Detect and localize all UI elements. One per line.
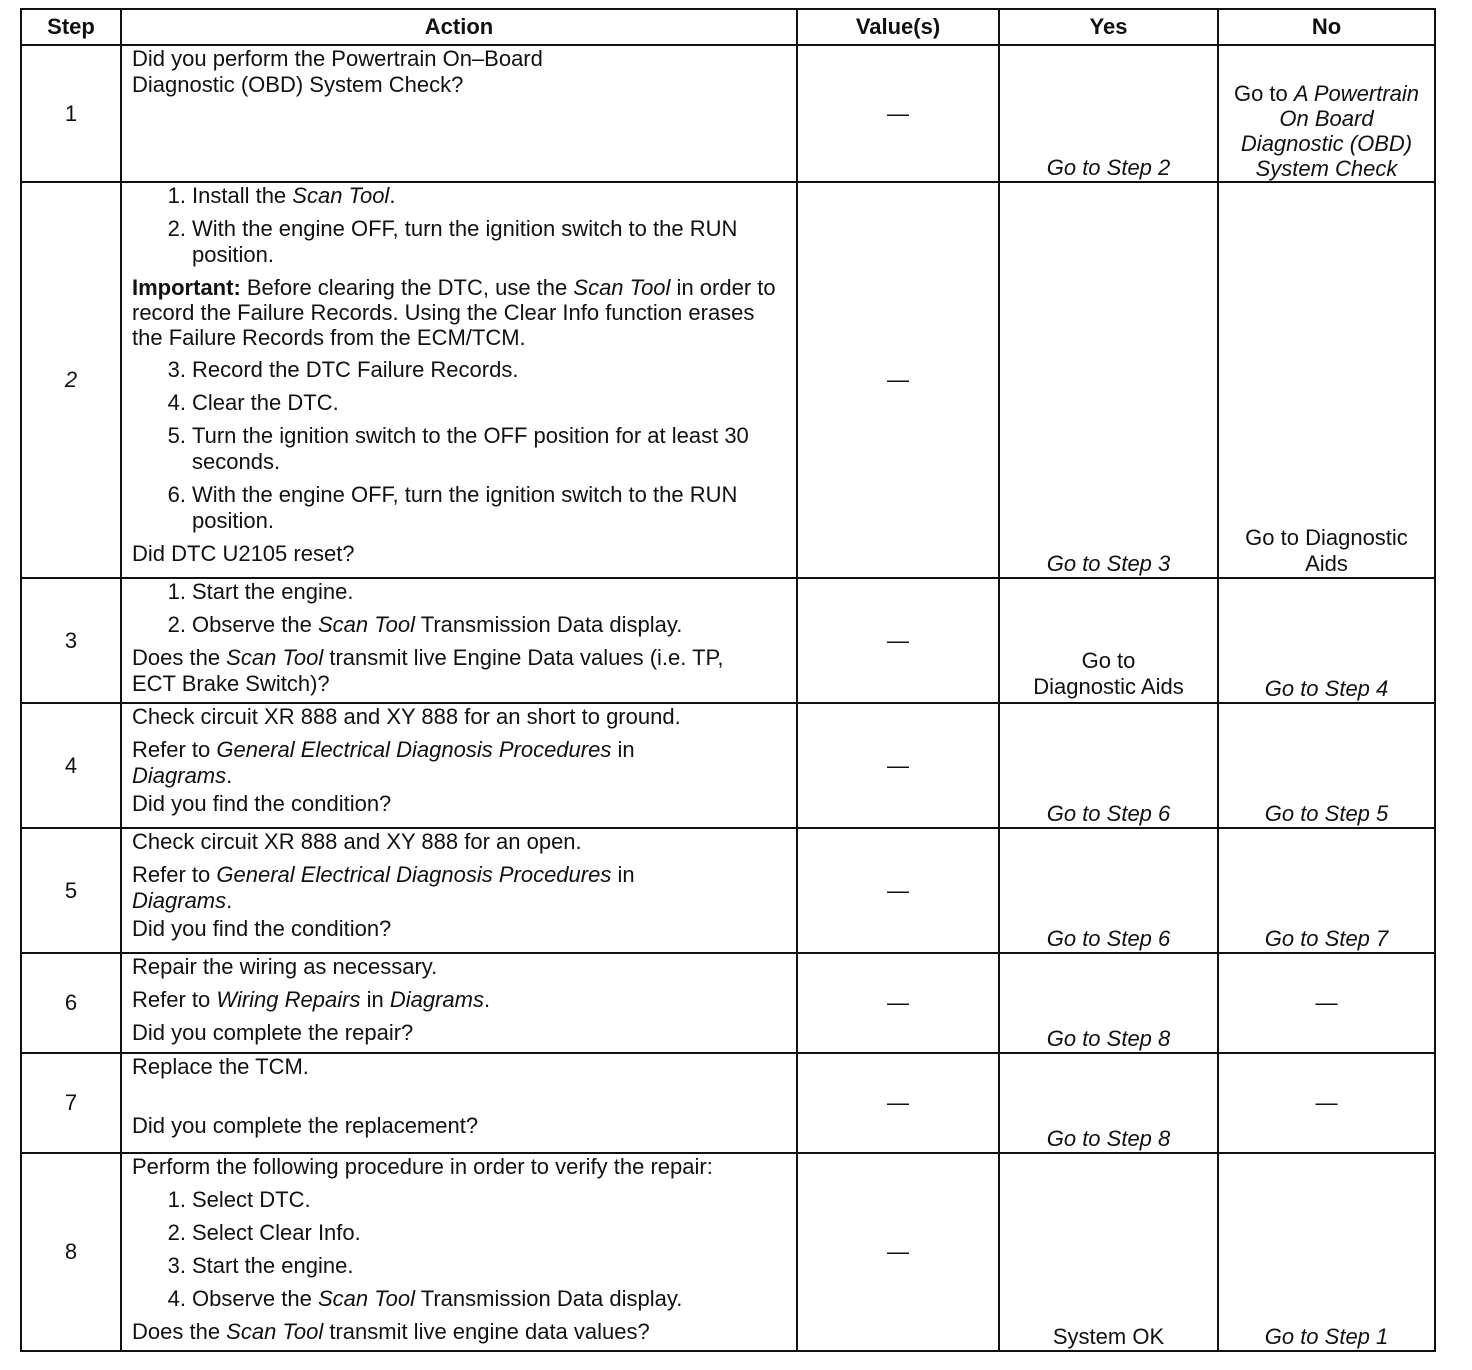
header-values: Value(s) bbox=[797, 9, 999, 45]
list-item: 3. Start the engine. bbox=[167, 1253, 354, 1278]
question-text: Does the Scan Tool transmit live engine data values? bbox=[132, 1319, 650, 1344]
reference-text: Refer to Wiring Repairs in Diagrams. bbox=[132, 987, 491, 1012]
question-text: Did you complete the replacement? bbox=[132, 1113, 479, 1138]
value-cell: — bbox=[797, 703, 999, 828]
reference-text: Refer to General Electrical Diagnosis Procedures in Diagrams. bbox=[132, 862, 635, 913]
no-prefix: Go to bbox=[1233, 81, 1294, 106]
yes-cell[interactable]: Go to Step 8 bbox=[999, 953, 1218, 1053]
action-cell bbox=[121, 45, 797, 182]
intro-text: Perform the following procedure in order to verify the repair: bbox=[132, 1154, 713, 1179]
check-text: Replace the TCM. bbox=[132, 1054, 309, 1079]
action-cell bbox=[121, 578, 797, 703]
value-cell: — bbox=[797, 828, 999, 953]
value-cell: — bbox=[797, 182, 999, 578]
list-item: 2. Observe the Scan Tool Transmission Data display. bbox=[167, 612, 683, 637]
table-row bbox=[21, 703, 1435, 828]
header-yes: Yes bbox=[999, 9, 1218, 45]
table-row bbox=[21, 1053, 1435, 1153]
no-cell: — bbox=[1218, 1053, 1435, 1153]
step-number: 5 bbox=[21, 828, 121, 953]
no-cell: — bbox=[1218, 953, 1435, 1053]
list-item: 1. Install the Scan Tool. bbox=[167, 183, 396, 208]
action-cell bbox=[121, 703, 797, 828]
question-text: Did you perform the Powertrain On–Board Diagnostic (OBD) System Check? bbox=[132, 46, 543, 97]
yes-cell[interactable]: Go to Step 6 bbox=[999, 703, 1218, 828]
header-step: Step bbox=[21, 9, 121, 45]
table-row bbox=[21, 182, 1435, 578]
value-cell: — bbox=[797, 1053, 999, 1153]
check-text: Check circuit XR 888 and XY 888 for an short to ground. bbox=[132, 704, 681, 729]
action-cell bbox=[121, 953, 797, 1053]
yes-cell[interactable]: Go to Step 8 bbox=[999, 1053, 1218, 1153]
reference-text: Refer to General Electrical Diagnosis Procedures in Diagrams. bbox=[132, 737, 635, 788]
value-cell: — bbox=[797, 953, 999, 1053]
step-number: 7 bbox=[21, 1053, 121, 1153]
question-text: Does the Scan Tool transmit live Engine Data values (i.e. TP, ECT Brake Switch)? bbox=[132, 645, 724, 696]
header-action: Action bbox=[121, 9, 797, 45]
yes-cell[interactable]: Go to Step 3 bbox=[999, 182, 1218, 578]
step-number: 8 bbox=[21, 1153, 121, 1351]
table-row bbox=[21, 45, 1435, 182]
list-item: 2. With the engine OFF, turn the ignition switch to the RUN position. bbox=[167, 216, 738, 267]
list-item: 1. Start the engine. bbox=[167, 579, 354, 604]
yes-cell[interactable]: Go to Diagnostic Aids bbox=[999, 578, 1218, 703]
action-cell bbox=[121, 1053, 797, 1153]
action-cell bbox=[121, 1153, 797, 1351]
list-item: 5. Turn the ignition switch to the OFF position for at least 30 seconds. bbox=[167, 423, 749, 474]
value-cell: — bbox=[797, 45, 999, 182]
table-row bbox=[21, 1153, 1435, 1351]
list-item: 4. Observe the Scan Tool Transmission Data display. bbox=[167, 1286, 683, 1311]
step-number: 4 bbox=[21, 703, 121, 828]
header-row bbox=[21, 9, 1435, 45]
yes-cell[interactable]: Go to Step 6 bbox=[999, 828, 1218, 953]
no-cell[interactable]: Go to Step 7 bbox=[1218, 828, 1435, 953]
step-number: 2 bbox=[21, 182, 121, 578]
yes-cell[interactable]: Go to Step 2 bbox=[999, 45, 1218, 182]
value-cell: — bbox=[797, 1153, 999, 1351]
question-text: Did you complete the repair? bbox=[132, 1020, 414, 1045]
check-text: Check circuit XR 888 and XY 888 for an open. bbox=[132, 829, 582, 854]
header-no: No bbox=[1218, 9, 1435, 45]
list-item: 3. Record the DTC Failure Records. bbox=[167, 357, 519, 382]
table-row bbox=[21, 953, 1435, 1053]
value-cell: — bbox=[797, 578, 999, 703]
step-number: 3 bbox=[21, 578, 121, 703]
list-item: 6. With the engine OFF, turn the ignition switch to the RUN position. bbox=[167, 482, 738, 533]
action-cell bbox=[121, 828, 797, 953]
check-text: Repair the wiring as necessary. bbox=[132, 954, 438, 979]
no-cell[interactable] bbox=[1218, 45, 1435, 182]
action-cell bbox=[121, 182, 797, 578]
list-item: 2. Select Clear Info. bbox=[167, 1220, 361, 1245]
step-number: 6 bbox=[21, 953, 121, 1053]
question-text: Did DTC U2105 reset? bbox=[132, 541, 355, 566]
step-number: 1 bbox=[21, 45, 121, 182]
list-item: 1. Select DTC. bbox=[167, 1187, 311, 1212]
table-row bbox=[21, 578, 1435, 703]
no-cell[interactable]: Go to Step 5 bbox=[1218, 703, 1435, 828]
question-text: Did you find the condition? bbox=[132, 916, 392, 941]
no-cell[interactable]: Go to Step 1 bbox=[1218, 1153, 1435, 1351]
question-text: Did you find the condition? bbox=[132, 791, 392, 816]
important-note: Important: Before clearing the DTC, use the Scan Tool in order to record the Failure Records. Using the Clear Info function erases the Failure Records from the ECM/TCM. bbox=[132, 275, 776, 350]
no-cell[interactable]: Go to Diagnostic Aids bbox=[1218, 182, 1435, 578]
no-cell[interactable]: Go to Step 4 bbox=[1218, 578, 1435, 703]
list-item: 4. Clear the DTC. bbox=[167, 390, 339, 415]
yes-cell[interactable]: System OK bbox=[999, 1153, 1218, 1351]
diagnostic-table bbox=[20, 8, 1436, 1352]
table-row bbox=[21, 828, 1435, 953]
no-link[interactable]: A Powertrain On Board Diagnostic (OBD) System Check bbox=[1240, 81, 1420, 181]
